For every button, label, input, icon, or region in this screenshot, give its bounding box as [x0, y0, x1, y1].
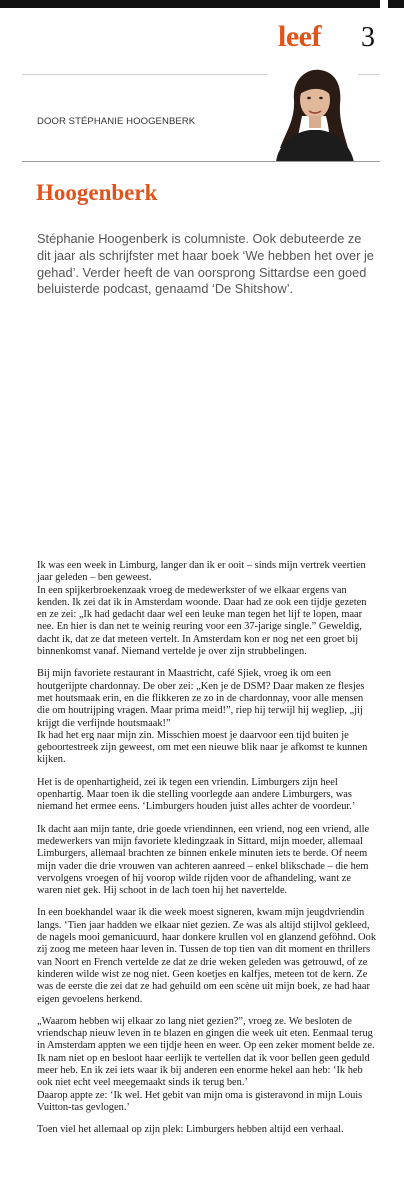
article-paragraph: Ik dacht aan mijn tante, drie goede vriendinnen, een vriend, nog een vriend, alle medewerkers van mijn favoriete kledingzaak in Sittard, mijn moeder, allemaal Limburgers, allemaal brachten ze binnen enkele minuten iets te berde. Of neem mijn vader die drie vrouwen van achteren aanreed – enkel blikschade – die hem vervolgens vroegen of hij voorop wilde rijden voor de afhandeling, want ze waren niet gek. Hij schoot in de lach toen hij het navertelde. [37, 823, 370, 897]
article-paragraph: Ik was een week in Limburg, langer dan ik er ooit – sinds mijn vertrek veertien jaar geleden – ben geweest. [37, 560, 366, 584]
article-paragraph: Bij mijn favoriete restaurant in Maastricht, café Sjiek, vroeg ik om een houtgerijpte chardonnay. De ober zei: „Ken je de DSM? Daar maken ze flesjes met houtsmaak erin, en die flikkeren ze zo in de chardonnay, voor alle mensen die om houtrijping vragen. Maar prima meid!”, riep hij terwijl hij wegliep, „jij krijgt die verfijnde houtsmaak!” [37, 668, 365, 729]
byline: DOOR STÉPHANIE HOOGENBERK [37, 116, 196, 127]
page-number: 3 [361, 22, 375, 53]
top-bar-gap [380, 0, 388, 8]
article-paragraph: Daarop appte ze: ‘Ik wel. Het gebit van mijn oma is gisteravond in mijn Louis Vuitton-tas gevlogen.’ [37, 1089, 363, 1113]
article-paragraph: Ik had het erg naar mijn zin. Misschien moest je daarvoor een tijd buiten je geboortestreek zijn geweest, om met een nieuwe blik naar je afkomst te kunnen kijken. [37, 729, 368, 766]
article-paragraph: In een boekhandel waar ik die week moest signeren, kwam mijn jeugdvriendin langs. ‘Tien jaar hadden we elkaar niet gezien. Ze was als altijd stijlvol gekleed, de nagels mooi gemanicuurd, haar donkere krullen vol en glanzend geföhnd. Ook zij zoog me meteen haar leven in. Tussen de top tien van dit moment en thrillers van Noort en French vertelde ze dat ze drie weken geleden was getrouwd, of ze kinderen wilde wist ze nog niet. Geen koetjes en kalfjes, meteen tot de kern. Ze was de eerste die zei dat ze had gehuild om een scène uit mijn boek, ze had haar eigen gevoelens herkend. [37, 907, 377, 1005]
column-title: Hoogenberk [36, 180, 158, 205]
article-body [37, 560, 377, 1146]
section-label: leef [278, 20, 321, 53]
author-portrait [268, 64, 358, 162]
top-bar [0, 0, 404, 8]
portrait-illustration [268, 64, 358, 162]
article-paragraph: „Waarom hebben wij elkaar zo lang niet gezien?”, vroeg ze. We besloten de vriendschap nieuw leven in te blazen en gingen die week uit eten. Eenmaal terug in Amsterdam appten we een tijdje heen en weer. Op een zeker moment belde ze. Ik nam niet op en besloot haar eerlijk te vertellen dat ik voor bellen geen geduld meer heb. En ik zei iets waar ik bij anderen een enorme hekel aan heb: ‘Ik heb ook niet echt veel meegemaakt sinds ik terug ben.’ [37, 1015, 375, 1089]
article-paragraph: Toen viel het allemaal op zijn plek: Limburgers hebben altijd een verhaal. [37, 1124, 344, 1136]
article-paragraph: Het is de openhartigheid, zei ik tegen een vriendin. Limburgers zijn heel openhartig. Maar toen ik die stelling voorlegde aan andere Limburgers, was niemand het ermee eens. ‘Limburgers houden juist alles achter de voordeur.’ [37, 776, 356, 813]
article-paragraph: In een spijkerbroekenzaak vroeg de medewerkster of we elkaar ergens van kenden. Ik zei dat ik in Amsterdam woonde. Daar had ze ook een tijdje gezeten en ze zei: „Ik had gedacht daar wel een leuke man tegen het lijf te lopen, maar nee. En hier is dan net te weinig reuring voor een 37-jarige single.” Geweldig, dacht ik, dat ze dat meteen vertelt. In Amsterdam kon er nog net een groet bij binnenkomst vanaf. Niemand vertelde je over zijn strubbelingen. [37, 584, 367, 658]
photo-divider [22, 161, 380, 162]
column-intro: Stéphanie Hoogenberk is columniste. Ook debuteerde ze dit jaar als schrijfster met haar boek ‘We hebben het over je gehad’. Verder heeft de van oorsprong Sittardse een goed beluisterde podcast, genaamd ‘De Shitshow’. [37, 231, 374, 297]
